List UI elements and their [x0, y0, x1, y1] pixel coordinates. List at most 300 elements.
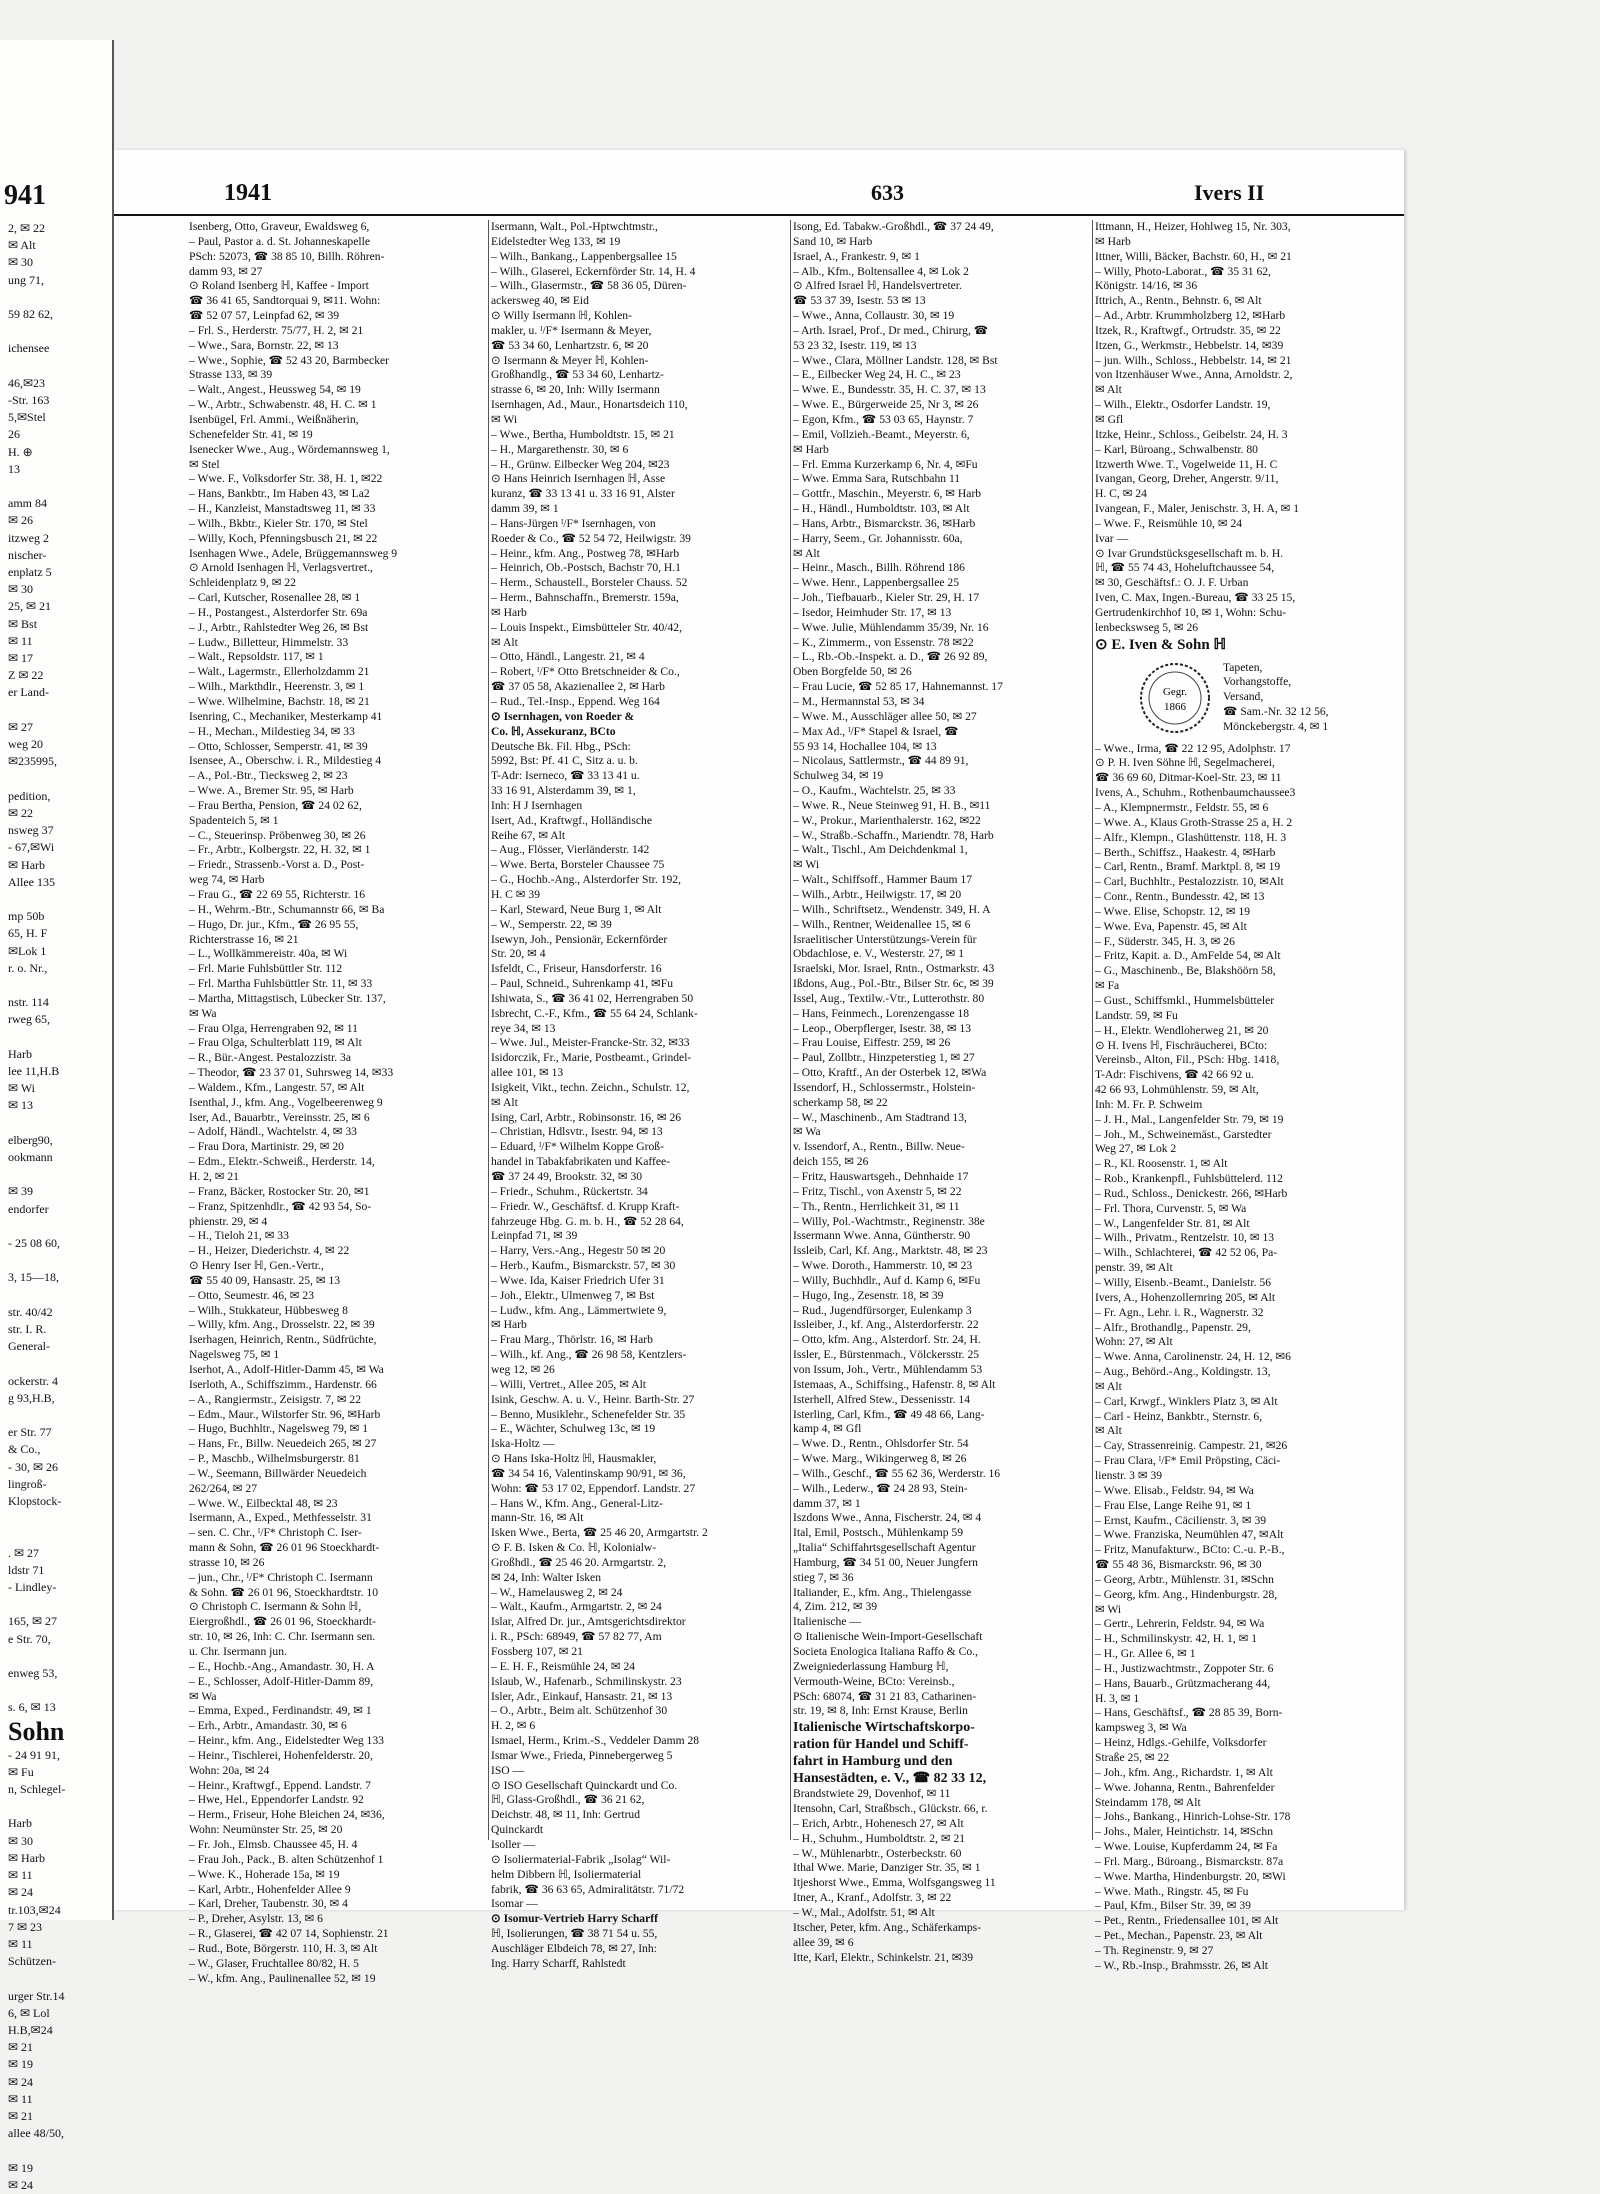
directory-entry-line: e Str. 70,: [8, 1631, 51, 1646]
directory-entry-line: – Wilh., Privatm., Rentzelstr. 10, ✉ 13: [1095, 1231, 1275, 1245]
directory-entry-line: – Wwe. Wilhelmine, Bachstr. 18, ✉ 21: [189, 695, 370, 708]
directory-entry-line: mp 50b: [8, 909, 45, 924]
directory-entry-line: – Edm., Maur., Wilstorfer Str. 96, ✉Harb: [189, 1407, 381, 1421]
directory-entry-line: amm 84: [8, 496, 47, 511]
directory-entry-line: ☎ 55 40 09, Hansastr. 25, ✉ 13: [189, 1273, 341, 1287]
directory-entry-line: Isomar —: [491, 1897, 538, 1911]
directory-entry-line: – Ad., Arbtr. Krummholzberg 12, ✉Harb: [1095, 309, 1286, 323]
directory-entry-line: – G., Maschinenb., Be, Blakshöörn 58,: [1095, 964, 1276, 978]
directory-entry-line: Wohn: 20a, ✉ 24: [189, 1763, 270, 1777]
directory-entry-line: Ittrich, A., Rentn., Behnstr. 6, ✉ Alt: [1095, 294, 1262, 308]
directory-entry-line: u. Chr. Isermann jun.: [189, 1645, 287, 1658]
directory-entry-line: [8, 1287, 110, 1304]
directory-entry-line: Isenbügel, Frl. Ammi., Weißnäherin,: [189, 412, 359, 426]
directory-entry-line: ℍ, Glass-Großhdl., ☎ 36 21 62,: [491, 1793, 645, 1807]
directory-entry-line: ✉ 19: [8, 2160, 34, 2175]
directory-entry-line: damm 37, ✉ 1: [793, 1496, 861, 1510]
directory-entry-line: – Frau Joh., Pack., B. alten Schützenhof 1: [189, 1852, 384, 1866]
directory-entry-line: 55 93 14, Hochallee 104, ✉ 13: [793, 739, 937, 753]
directory-entry-line: Itjeshorst Wwe., Emma, Wolfsgangsweg 11: [793, 1876, 996, 1890]
directory-entry-line: – Frau Marg., Thörlstr. 16, ✉ Harb: [491, 1333, 653, 1347]
directory-entry-line: scherkamp 58, ✉ 22: [793, 1095, 888, 1109]
logo-text: 1866: [1164, 700, 1186, 713]
directory-entry-line: fabrik, ☎ 36 63 65, Admiralitätstr. 71/72: [491, 1882, 685, 1896]
directory-column-4: [1095, 220, 1392, 1972]
directory-entry-line: ✉ Bst: [8, 616, 38, 631]
directory-entry-line: strasse 6, ✉ 20, Inh: Willy Isermann: [491, 383, 660, 397]
directory-entry-line: strasse 10, ✉ 26: [189, 1555, 265, 1569]
directory-entry-line: – Benno, Musiklehr., Schenefelder Str. 35: [491, 1407, 686, 1421]
directory-entry-line: Str. 20, ✉ 4: [491, 947, 546, 961]
directory-entry-line: – Theodor, ☎ 23 37 01, Suhrsweg 14, ✉33: [189, 1066, 394, 1080]
directory-entry-line: – Franz, Bäcker, Rostocker Str. 20, ✉1: [189, 1184, 370, 1198]
directory-entry-line: – sen. C. Chr., ᴵ/F* Christoph C. Iser-: [189, 1526, 362, 1540]
directory-entry-line: Italiander, E., kfm. Ang., Thielengasse: [793, 1585, 972, 1599]
directory-entry-line: endorfer: [8, 1201, 49, 1216]
directory-entry-line: – Hans, Bauarb., Grützmacherang 44,: [1095, 1676, 1271, 1690]
directory-entry-line: – Herm., Friseur, Hohe Bleichen 24, ✉36,: [189, 1808, 385, 1822]
directory-entry-line: Harb: [8, 1816, 32, 1831]
directory-entry-line: ☎ 53 34 60, Lenhartzstr. 6, ✉ 20: [491, 338, 649, 352]
directory-entry-line: Isenhagen Wwe., Adele, Brüggemannsweg 9: [189, 546, 398, 560]
directory-entry-line: – Frl. Marie Fuhlsbüttler Str. 112: [189, 962, 343, 976]
directory-entry-line: – Aug., Flösser, Vierländerstr. 142: [491, 843, 650, 857]
directory-entry-line: – Heinr., Kraftwgf., Eppend. Landstr. 7: [189, 1778, 371, 1792]
directory-entry-line: Isterling, Carl, Kfm., ☎ 49 48 66, Lang-: [793, 1407, 985, 1421]
directory-entry-line: [8, 1355, 110, 1372]
directory-entry-line: – Wwe. A., Bremer Str. 95, ✉ Harb: [189, 784, 354, 798]
directory-entry-line: – Frl. Martha Fuhlsbüttler Str. 11, ✉ 33: [189, 977, 373, 991]
directory-entry-line: – W., Mühlenarbtr., Osterbeckstr. 60: [793, 1846, 962, 1860]
page-year: 1941: [224, 180, 272, 206]
directory-entry-line: – Fr. Joh., Elmsb. Chaussee 45, H. 4: [189, 1837, 358, 1851]
directory-entry-line: Großhandlg., ☎ 53 34 60, Lenhartz-: [491, 368, 664, 382]
directory-entry-line: ⊙ Hans Heinrich Isernhagen ℍ, Asse: [491, 472, 666, 486]
directory-entry-line: & Co.,: [8, 1442, 41, 1457]
directory-entry-line: er Str. 77: [8, 1425, 52, 1440]
directory-entry-line: Isernhagen, Ad., Maur., Honartsdeich 110,: [491, 398, 688, 412]
directory-entry-line: – P., Maschb., Wilhelmsburgerstr. 81: [189, 1452, 360, 1466]
directory-entry-line: damm 93, ✉ 27: [189, 264, 263, 278]
directory-entry-line: – Wilh., Glaserei, Eckernförder Str. 14, H. 4: [491, 264, 696, 278]
directory-entry-line: – jun. Wilh., Schloss., Hebbelstr. 14, ✉ 21: [1095, 353, 1292, 367]
directory-entry-line: – Wilh., Glasermstr., ☎ 58 36 05, Düren-: [491, 279, 687, 293]
directory-entry-line: – Th. Reginenstr. 9, ✉ 27: [1095, 1943, 1214, 1957]
directory-entry-line: H.B,✉24: [8, 2022, 53, 2037]
directory-entry-line: Z ✉ 22: [8, 668, 44, 683]
directory-entry-line: – Emma, Exped., Ferdinandstr. 49, ✉ 1: [189, 1704, 372, 1718]
directory-entry-line: - 67,✉Wi: [8, 840, 55, 855]
directory-entry-line: Brandstwiete 29, Dovenhof, ✉ 11: [793, 1787, 951, 1801]
directory-entry-line: ☎ 55 48 36, Bismarckstr. 96, ✉ 30: [1095, 1558, 1262, 1572]
directory-entry-line: [8, 1218, 110, 1235]
directory-entry-line: 5992, Bst: Pf. 41 C, Sitz a. u. b.: [491, 754, 638, 768]
directory-entry-line: Strasse 133, ✉ 39: [189, 368, 273, 382]
directory-entry-line: Isert, Ad., Kraftwgf., Holländische: [491, 813, 652, 827]
directory-entry-line: ⊙ Hans Iska-Holtz ℍ, Hausmakler,: [491, 1452, 657, 1466]
directory-entry-line: s. 6, ✉ 13: [8, 1700, 56, 1715]
directory-columns: [189, 220, 1389, 1985]
directory-entry-line: Hamburg, ☎ 34 51 00, Neuer Jungfern: [793, 1555, 978, 1569]
directory-entry-line: – H., Tieloh 21, ✉ 33: [189, 1229, 289, 1243]
directory-entry-line: – Wwe. Marg., Wikingerweg 8, ✉ 26: [793, 1452, 967, 1466]
directory-entry-line: – W., Arbtr., Schwabenstr. 48, H. C. ✉ 1: [189, 398, 377, 412]
directory-entry-line: – Wwe. W., Eilbecktal 48, ✉ 23: [189, 1496, 338, 1510]
directory-entry-line: er Land-: [8, 685, 49, 700]
directory-entry-line: – Carl, Buchhltr., Pestalozzistr. 10, ✉Alt: [1095, 875, 1284, 889]
directory-entry-line: ⊙ Willy Isermann ℍ, Kohlen-: [491, 309, 632, 323]
directory-entry-line: [8, 323, 110, 340]
directory-entry-line: Wohn: ☎ 53 17 02, Eppendorf. Landstr. 27: [491, 1481, 696, 1495]
directory-entry-line: – L., Rb.-Ob.-Inspekt. a. D., ☎ 26 92 89,: [793, 650, 988, 664]
directory-entry-line: – Heinrich, Ob.-Postsch, Bachstr 70, H.1: [491, 561, 681, 575]
directory-entry-line: – H., Wehrm.-Btr., Schumannstr 66, ✉ Ba: [189, 902, 385, 916]
directory-entry-line: 165, ✉ 27: [8, 1614, 58, 1629]
directory-entry-line: reye 34, ✉ 13: [491, 1021, 556, 1035]
page-number: 633: [871, 180, 904, 205]
directory-entry-line: – Carl - Heinz, Bankbtr., Sternstr. 6,: [1095, 1409, 1263, 1423]
directory-entry-line: – A., Pol.-Btr., Tiecksweg 2, ✉ 23: [189, 769, 348, 783]
directory-entry-line: – Willy, Pol.-Wachtmstr., Reginenstr. 38e: [793, 1214, 985, 1228]
directory-entry-line: Issler, E., Bürstenmach., Völckersstr. 25: [793, 1348, 980, 1362]
directory-entry-line: ✉ Alt: [491, 635, 518, 649]
directory-entry-line: – Martha, Mittagstisch, Lübecker Str. 137,: [189, 991, 386, 1005]
directory-entry-line: – Paul, Kfm., Bilser Str. 39, ✉ 39: [1095, 1899, 1251, 1913]
directory-entry-line: T-Adr: Iserneco, ☎ 33 13 41 u.: [491, 769, 640, 783]
directory-entry-line: [8, 891, 110, 908]
directory-entry-line: ✉ 24, Inh: Walter Isken: [491, 1570, 601, 1584]
directory-entry-line: ✉ 11: [8, 633, 33, 648]
directory-entry-line: – Willi, Vertret., Allee 205, ✉ Alt: [491, 1377, 647, 1391]
directory-entry-line: makler, u. ᴵ/F* Isermann & Meyer,: [491, 323, 652, 337]
directory-entry-line: – C., Steuerinsp. Pröbenweg 30, ✉ 26: [189, 828, 366, 842]
directory-entry-line: – Pet., Rentn., Friedensallee 101, ✉ Alt: [1095, 1914, 1279, 1928]
directory-entry-line: ✉ Fu: [8, 1764, 34, 1779]
directory-entry-line: 3, 15—18,: [8, 1270, 59, 1285]
directory-entry-line: T-Adr: Fischivens, ☎ 42 66 92 u.: [1095, 1068, 1254, 1082]
directory-entry-line: ✉ Wi: [491, 412, 518, 426]
directory-entry-line: – Frau Louise, Eiffestr. 259, ✉ 26: [793, 1036, 951, 1050]
directory-entry-line: – Paul, Schneid., Suhrenkamp 41, ✉Fu: [491, 977, 674, 991]
directory-entry-line: – Frau G., ☎ 22 69 55, Richterstr. 16: [189, 887, 366, 901]
directory-entry-line: ✉ Wi: [1095, 1602, 1122, 1616]
directory-entry-line: Landstr. 59, ✉ Fu: [1095, 1008, 1178, 1022]
directory-entry-line: – H., Kanzleist, Manstadtsweg 11, ✉ 33: [189, 502, 376, 516]
directory-entry-line: ✉ Harb: [793, 442, 829, 456]
directory-entry-line: ✉ 30: [8, 582, 34, 597]
directory-entry-line: Schützen-: [8, 1954, 56, 1969]
directory-entry-line: – F., Süderstr. 345, H. 3, ✉ 26: [1095, 934, 1235, 948]
directory-entry-line: [8, 1407, 110, 1424]
directory-entry-line: ✉ 21: [8, 2040, 34, 2055]
directory-entry-line: [8, 1970, 110, 1987]
directory-entry-line: – Wilh., Schlachterei, ☎ 42 52 06, Pa-: [1095, 1246, 1278, 1260]
directory-entry-line: H. 2, ✉ 6: [491, 1719, 536, 1733]
directory-entry-line: Zweigniederlassung Hamburg ℍ,: [793, 1659, 949, 1673]
directory-entry-line: – Hans, Fr., Billw. Neuedeich 265, ✉ 27: [189, 1437, 377, 1451]
directory-entry-line: – Joh., Elektr., Ulmenweg 7, ✉ Bst: [491, 1288, 655, 1302]
directory-entry-line: – Willy, Buchhdlr., Auf d. Kamp 6, ✉Fu: [793, 1273, 981, 1287]
directory-entry-line: v. Issendorf, A., Rentn., Billw. Neue-: [793, 1140, 965, 1154]
directory-entry-line: ✉ Alt: [1095, 1424, 1122, 1438]
directory-entry-line: ☎ 34 54 16, Valentinskamp 90/91, ✉ 36,: [491, 1466, 686, 1480]
directory-entry-line: Ing. Harry Scharff, Rahlstedt: [491, 1956, 626, 1970]
directory-entry-line: – Wilh., kf. Ang., ☎ 26 98 58, Kentzlers-: [491, 1348, 687, 1362]
directory-entry-line: Ismael, Herm., Krim.-S., Veddeler Damm 28: [491, 1734, 700, 1748]
directory-entry-line: Ittner, Willi, Bäcker, Bachstr. 60, H., ✉ 21: [1095, 249, 1292, 263]
directory-entry-line: ☎ 36 41 65, Sandtorquai 9, ✉11. Wohn:: [189, 294, 381, 308]
directory-entry-line: ✉ Harb: [491, 605, 527, 619]
directory-entry-line: – W., Glaser, Fruchtallee 80/82, H. 5: [189, 1956, 359, 1970]
directory-entry-line: deich 155, ✉ 26: [793, 1155, 869, 1169]
directory-entry-line: ldstr 71: [8, 1562, 45, 1577]
directory-entry-line: ✉ Gfl: [1095, 412, 1124, 426]
directory-entry-line: – Hans-Jürgen ᴵ/F* Isernhagen, von: [491, 516, 656, 530]
directory-entry-line: ✉ Fa: [1095, 979, 1120, 993]
directory-entry-line: Schleidenplatz 9, ✉ 22: [189, 576, 296, 590]
directory-entry-line: – R., Kl. Roosenstr. 1, ✉ Alt: [1095, 1157, 1228, 1171]
directory-entry-line: – Wwe. Doroth., Hammerstr. 10, ✉ 23: [793, 1259, 973, 1273]
directory-entry-line: – Isedor, Heimhuder Str. 17, ✉ 13: [793, 605, 952, 619]
directory-entry-line: – Waldem., Kfm., Langestr. 57, ✉ Alt: [189, 1080, 365, 1094]
directory-entry-line: Allee 135: [8, 874, 55, 889]
directory-entry-line: – Wilh., Elektr., Osdorfer Landstr. 19,: [1095, 398, 1271, 412]
directory-entry-line: – Wwe. Jul., Meister-Francke-Str. 32, ✉33: [491, 1036, 690, 1050]
directory-entry-line: H. 3, ✉ 1: [1095, 1691, 1140, 1705]
directory-entry-line: Italienische —: [793, 1615, 861, 1629]
directory-entry-line: Ittmann, H., Heizer, Hohlweg 15, Nr. 303,: [1095, 220, 1291, 233]
directory-entry-line: itzweg 2: [8, 530, 49, 545]
directory-entry-line: – Wwe. Franziska, Neumühlen 47, ✉Alt: [1095, 1528, 1284, 1542]
directory-entry-line: – Hans, Geschäftsf., ☎ 28 85 39, Born-: [1095, 1706, 1283, 1720]
directory-entry-line: ⊙ Isernhagen, von Roeder &: [491, 709, 635, 723]
directory-entry-line: ✉ Stel: [189, 457, 220, 471]
directory-entry-line: weg 12, ✉ 26: [491, 1362, 555, 1376]
directory-entry-line: – Herb., Kaufm., Bismarckstr. 57, ✉ 30: [491, 1259, 676, 1273]
directory-entry-line: 262/264, ✉ 27: [189, 1481, 258, 1495]
directory-entry-line: – Wwe. M., Ausschläger allee 50, ✉ 27: [793, 709, 977, 723]
directory-entry-line: urger Str.14: [8, 1988, 65, 2003]
directory-entry-line: – Fritz, Kapit. a. D., AmFelde 54, ✉ Alt: [1095, 949, 1281, 963]
ad-line: Tapeten,: [1223, 660, 1263, 674]
directory-entry-line: Deichstr. 48, ✉ 11, Inh: Gertrud: [491, 1808, 641, 1822]
directory-entry-line: – Frau Olga, Herrengraben 92, ✉ 11: [189, 1021, 358, 1035]
directory-entry-line: ✉ Wa: [189, 1006, 217, 1020]
directory-entry-line: – Karl, Büroang., Schwalbenstr. 80: [1095, 442, 1258, 456]
directory-entry-line: ⊙ Christoph C. Isermann & Sohn ℍ,: [189, 1600, 362, 1614]
directory-entry-line: – Wilh., Bkbtr., Kieler Str. 170, ✉ Stel: [189, 516, 368, 530]
directory-entry-line: – J., Arbtr., Rahlstedter Weg 26, ✉ Bst: [189, 620, 369, 634]
directory-page: [114, 150, 1404, 1985]
directory-entry-line: 46,✉23: [8, 375, 46, 390]
directory-entry-line: tr.103,✉24: [8, 1902, 61, 1917]
running-head: Ivers II: [1194, 180, 1265, 205]
directory-entry-line: – W., kfm. Ang., Paulinenallee 52, ✉ 19: [189, 1971, 376, 1985]
directory-entry-line: ✉ Alt: [8, 238, 36, 253]
left-page-header: 941: [4, 180, 46, 211]
directory-entry-line: – Gust., Schiffsmkl., Hummelsbütteler: [1095, 993, 1275, 1007]
directory-entry-line: -Str. 163: [8, 393, 50, 408]
directory-entry-line: [8, 1029, 110, 1046]
directory-entry-line: ✉ 13: [8, 1098, 34, 1113]
directory-entry-line: PSch: 52073, ☎ 38 85 10, Billh. Röhren-: [189, 249, 385, 263]
directory-entry-line: – W., Hamelausweg 2, ✉ 24: [491, 1585, 623, 1599]
directory-entry-line: Iserhot, A., Adolf-Hitler-Damm 45, ✉ Wa: [189, 1362, 384, 1376]
directory-entry-line: Ivens, A., Schuhm., Rothenbaumchaussee3: [1095, 786, 1296, 800]
directory-entry-line: ⊙ Isermann & Meyer ℍ, Kohlen-: [491, 353, 649, 367]
directory-entry-line: – Walt., Kaufm., Armgartstr. 2, ✉ 24: [491, 1600, 662, 1614]
directory-entry-line: Iska-Holtz —: [491, 1437, 555, 1451]
directory-entry-line: Ismar Wwe., Frieda, Pinnebergerweg 5: [491, 1748, 673, 1762]
directory-entry-line: [8, 1510, 110, 1527]
directory-entry-line: ichensee: [8, 341, 50, 356]
directory-entry-line: r. o. Nr.,: [8, 960, 48, 975]
directory-entry-line: & Sohn. ☎ 26 01 96, Stoeckhardtstr. 10: [189, 1585, 378, 1599]
directory-entry-line: Spadenteich 5, ✉ 1: [189, 813, 279, 827]
directory-entry-line: – Frau Olga, Schulterblatt 119, ✉ Alt: [189, 1036, 362, 1050]
directory-entry-line: Isfeldt, C., Friseur, Hansdorferstr. 16: [491, 962, 662, 976]
directory-entry-line: ⊙ ISO Gesellschaft Quinckardt und Co.: [491, 1778, 678, 1792]
directory-entry-line: i. R., PSch: 68949, ☎ 57 82 77, Am: [491, 1630, 662, 1644]
directory-entry-line: Großhdl., ☎ 25 46 20. Armgartstr. 2,: [491, 1555, 667, 1569]
directory-column-3: [793, 220, 1090, 1964]
directory-entry-line: – Harry, Vers.-Ang., Hegestr 50 ✉ 20: [491, 1244, 666, 1258]
directory-entry-line: [8, 1648, 110, 1665]
directory-entry-line: ✉ 22: [8, 805, 34, 820]
directory-entry-line: Schulweg 34, ✉ 19: [793, 769, 884, 783]
column-rule: [488, 220, 489, 1840]
directory-entry-line: – H., Heizer, Diederichstr. 4, ✉ 22: [189, 1244, 350, 1258]
directory-entry-line: – Hugo, Dr. jur., Kfm., ☎ 26 95 55,: [189, 917, 359, 931]
directory-entry-line: Vermouth-Weine, BCto: Vereinsb.,: [793, 1674, 955, 1688]
directory-entry-line: handel in Tabakfabrikaten und Kaffee-: [491, 1155, 671, 1169]
directory-entry-line: – Harry, Seem., Gr. Johannisstr. 60a,: [793, 531, 963, 545]
directory-entry-line: ockerstr. 4: [8, 1373, 58, 1388]
directory-entry-line: Hansestädten, e. V., ☎ 82 33 12,: [793, 1771, 987, 1787]
directory-entry-line: – Otto, Kraftf., An der Osterbek 12, ✉Wa: [793, 1066, 987, 1080]
directory-entry-line: - Lindley-: [8, 1580, 57, 1595]
directory-entry-line: – W., Maschinenb., Am Stadtrand 13,: [793, 1110, 967, 1124]
directory-entry-line: – Alfr., Klempn., Glashüttenstr. 118, H. 3: [1095, 830, 1287, 844]
directory-entry-line: enplatz 5: [8, 565, 52, 580]
directory-entry-line: Itscher, Peter, kfm. Ang., Schäferkamps-: [793, 1920, 982, 1934]
directory-entry-line: – R., Bür.-Angest. Pestalozzistr. 3a: [189, 1051, 351, 1065]
directory-entry-line: ⊙ Isoliermaterial-Fabrik „Isolag“ Wil-: [491, 1852, 671, 1866]
directory-entry-line: Israel, A., Frankestr. 9, ✉ 1: [793, 249, 920, 263]
directory-entry-line: kamp 4, ✉ Gfl: [793, 1422, 862, 1436]
ad-line: ☎ Sam.-Nr. 32 12 56,: [1223, 705, 1329, 719]
directory-entry-line: ⊙ F. B. Isken & Co. ℍ, Kolonialw-: [491, 1541, 657, 1555]
directory-entry-line: – Heinz, Hdlgs.-Gehilfe, Volksdorfer: [1095, 1736, 1267, 1750]
directory-entry-line: - 25 08 60,: [8, 1235, 60, 1250]
directory-entry-line: – W., Rb.-Insp., Brahmsstr. 26, ✉ Alt: [1095, 1958, 1269, 1972]
ad-company-name: ⊙ E. Iven & Sohn ℍ: [1095, 636, 1227, 653]
directory-entry-line: – Pet., Mechan., Papenstr. 23, ✉ Alt: [1095, 1929, 1263, 1943]
directory-entry-line: Isensee, A., Oberschw. i. R., Mildestieg 4: [189, 754, 382, 768]
directory-entry-line: ✉ Alt: [1095, 383, 1122, 397]
directory-entry-line: kampsweg 3, ✉ Wa: [1095, 1721, 1187, 1735]
directory-entry-line: ✉ 30: [8, 1833, 34, 1848]
directory-entry-line: – Paul, Pastor a. d. St. Johanneskapelle: [189, 234, 370, 248]
directory-entry-line: Ishiwata, S., ☎ 36 41 02, Herrengraben 50: [491, 991, 694, 1005]
directory-entry-line: Itzen, G., Werkmstr., Hebbelstr. 14, ✉39: [1095, 338, 1284, 352]
directory-entry-line: – Edm., Elektr.-Schweiß., Herderstr. 14,: [189, 1155, 375, 1169]
directory-entry-line: [8, 771, 110, 788]
directory-entry-line: – Frau Clara, ᴵ/F* Emil Pröpsting, Cäci-: [1095, 1454, 1281, 1468]
directory-entry-line: – Emil, Vollzieh.-Beamt., Meyerstr. 6,: [793, 427, 970, 441]
directory-entry-line: Harb: [8, 1046, 32, 1061]
directory-entry-line: – Wwe. Ida, Kaiser Friedrich Ufer 31: [491, 1273, 665, 1287]
directory-entry-line: Isewyn, Joh., Pensionär, Eckernförder: [491, 932, 668, 946]
directory-entry-line: allee 48/50,: [8, 2126, 64, 2141]
directory-entry-line: – H., Händl., Humboldtstr. 103, ✉ Alt: [793, 502, 970, 516]
directory-entry-line: ISO —: [491, 1763, 525, 1777]
directory-entry-line: ✉Lok 1: [8, 943, 47, 958]
directory-entry-line: – Georg, kfm. Ang., Hindenburgstr. 28,: [1095, 1587, 1278, 1601]
directory-entry-line: [8, 977, 110, 994]
directory-entry-line: – Wwe. F., Volksdorfer Str. 38, H. 1, ✉22: [189, 472, 383, 486]
directory-entry-line: ☎ 53 37 39, Isestr. 53 ✉ 13: [793, 294, 926, 308]
directory-entry-line: – Wwe. Henr., Lappenbergsallee 25: [793, 576, 960, 590]
directory-entry-line: Istemaas, A., Schiffsing., Hafenstr. 8, ✉ Alt: [793, 1377, 996, 1391]
directory-entry-line: – Walt., Tischl., Am Deichdenkmal 1,: [793, 843, 968, 857]
directory-entry-line: – H., Margarethenstr. 30, ✉ 6: [491, 442, 629, 456]
directory-entry-line: – A., Rangiermstr., Zeisigstr. 7, ✉ 22: [189, 1392, 362, 1406]
directory-entry-line: – Wwe., Clara, Möllner Landstr. 128, ✉ Bst: [793, 353, 998, 367]
ad-line: Mönckebergstr. 4, ✉ 1: [1223, 719, 1329, 733]
directory-entry-line: – Friedr. W., Geschäftsf. d. Krupp Kraft-: [491, 1199, 680, 1213]
directory-entry-line: – Wwe. Emma Sara, Rutschbahn 11: [793, 472, 961, 486]
directory-entry-line: Schenefelder Str. 41, ✉ 19: [189, 427, 313, 441]
directory-entry-line: 13: [8, 461, 20, 476]
directory-entry-line: – Fritz, Hauswartsgeh., Dehnhaide 17: [793, 1170, 969, 1183]
directory-entry-line: ☎ 52 07 57, Leinpfad 62, ✉ 39: [189, 309, 340, 323]
directory-entry-line: 53 23 32, Isestr. 119, ✉ 13: [793, 338, 917, 352]
directory-entry-line: – Joh., kfm. Ang., Richardstr. 1, ✉ Alt: [1095, 1765, 1273, 1779]
directory-entry-line: ✉ Alt: [491, 1095, 518, 1109]
directory-entry-line: von Itzenhäuser Wwe., Anna, Arnoldstr. 2,: [1095, 368, 1293, 382]
directory-entry-line: Ithal Wwe. Marie, Danziger Str. 35, ✉ 1: [793, 1861, 981, 1875]
directory-entry-line: [8, 1115, 110, 1132]
directory-entry-line: Reihe 67, ✉ Alt: [491, 828, 566, 842]
directory-entry-line: Itzwerth Wwe. T., Vogelweide 11, H. C: [1095, 457, 1278, 471]
directory-entry-line: 4, Zim. 212, ✉ 39: [793, 1600, 878, 1614]
directory-entry-line: Ivangean, F., Maler, Jenischstr. 3, H. A, ✉ 1: [1095, 502, 1300, 516]
directory-entry-line: – Ludw., Billetteur, Himmelstr. 33: [189, 635, 349, 649]
directory-entry-line: ✉235995,: [8, 754, 58, 769]
directory-entry-line: 33 16 91, Alsterdamm 39, ✉ 1,: [491, 784, 636, 798]
directory-entry-line: – Willy, Eisenb.-Beamt., Danielstr. 56: [1095, 1276, 1271, 1289]
directory-entry-line: allee 101, ✉ 13: [491, 1066, 564, 1080]
directory-entry-line: – E., Schlosser, Adolf-Hitler-Damm 89,: [189, 1674, 374, 1688]
directory-entry-line: ✉ Wi: [8, 1081, 36, 1096]
directory-column-1: [189, 220, 486, 1985]
directory-entry-line: Issleib, Carl, Kf. Ang., Marktstr. 48, ✉ 23: [793, 1244, 988, 1258]
directory-entry-line: Itner, A., Kranf., Adolfstr. 3, ✉ 22: [793, 1891, 952, 1905]
directory-entry-line: kuranz, ☎ 33 13 41 u. 33 16 91, Alster: [491, 487, 675, 501]
directory-entry-line: – J. H., Mal., Langenfelder Str. 79, ✉ 19: [1095, 1112, 1284, 1126]
directory-entry-line: – Wwe., Irma, ☎ 22 12 95, Adolphstr. 17: [1095, 741, 1291, 755]
directory-entry-line: helm Dibbern ℍ, Isoliermaterial: [491, 1867, 642, 1881]
directory-entry-line: enweg 53,: [8, 1666, 58, 1681]
directory-entry-line: – Heinr., kfm. Ang., Postweg 78, ✉Harb: [491, 546, 680, 560]
column-rule: [1092, 220, 1093, 1840]
directory-entry-line: ⊙ Henry Iser ℍ, Gen.-Vertr.,: [189, 1259, 324, 1273]
directory-entry-line: Israelski, Mor. Israel, Rntn., Ostmarkstr. 43: [793, 962, 995, 976]
directory-entry-line: Itensohn, Carl, Straßbsch., Glückstr. 66, r.: [793, 1802, 988, 1816]
directory-entry-line: ⊙ Alfred Israel ℍ, Handelsvertreter.: [793, 279, 962, 293]
directory-entry-line: – H., Elektr. Wendloherweg 21, ✉ 20: [1095, 1023, 1269, 1037]
